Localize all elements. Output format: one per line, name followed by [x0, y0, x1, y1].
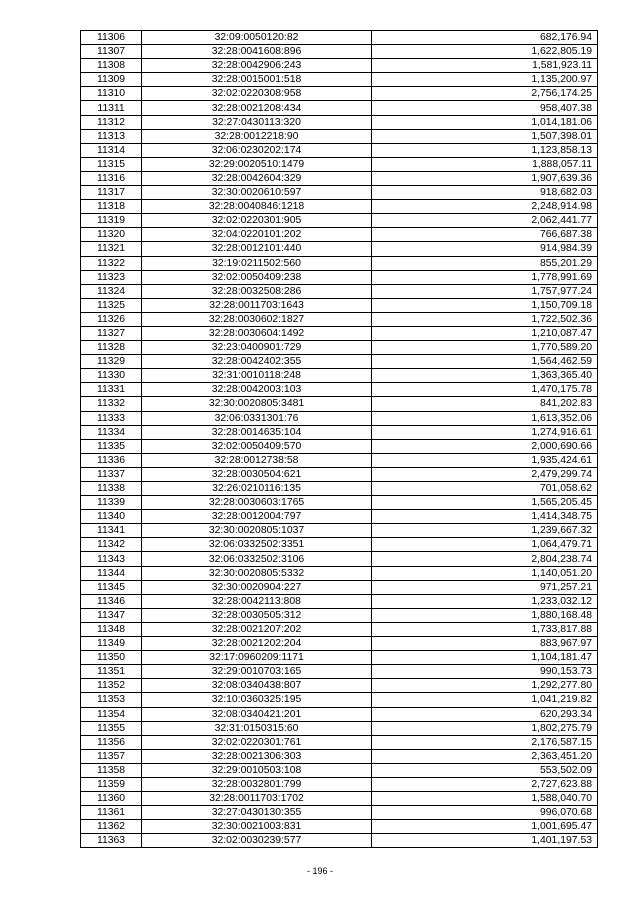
row-number-cell: 11351 [81, 665, 142, 679]
value-cell: 1,123,858.13 [372, 143, 598, 157]
table-row [81, 806, 598, 820]
row-number-cell: 11352 [81, 679, 142, 693]
row-number-cell: 11356 [81, 735, 142, 749]
row-number-cell: 11345 [81, 580, 142, 594]
cadastral-number-cell: 32:10:0360325:195 [142, 693, 372, 707]
row-number-cell: 11339 [81, 496, 142, 510]
row-number-cell: 11347 [81, 608, 142, 622]
cadastral-number-cell: 32:28:0042604:329 [142, 171, 372, 185]
row-number-cell: 11332 [81, 397, 142, 411]
table-body [81, 31, 598, 848]
table-row [81, 200, 598, 214]
table-row [81, 171, 598, 185]
value-cell: 620,293.34 [372, 707, 598, 721]
value-cell: 883,967.97 [372, 637, 598, 651]
value-cell: 1,363,365.40 [372, 369, 598, 383]
row-number-cell: 11363 [81, 834, 142, 848]
page-number: - 196 - [306, 866, 333, 876]
table-row [81, 496, 598, 510]
value-cell: 1,104,181.47 [372, 651, 598, 665]
cadastral-number-cell: 32:28:0012004:797 [142, 510, 372, 524]
cadastral-number-cell: 32:02:0220308:958 [142, 87, 372, 101]
row-number-cell: 11353 [81, 693, 142, 707]
table-row [81, 637, 598, 651]
value-cell: 990,153.73 [372, 665, 598, 679]
cadastral-number-cell: 32:04:0220101:202 [142, 228, 372, 242]
table-row [81, 242, 598, 256]
table-row [81, 679, 598, 693]
table-row [81, 326, 598, 340]
row-number-cell: 11342 [81, 538, 142, 552]
cadastral-number-cell: 32:30:0020805:3481 [142, 397, 372, 411]
cadastral-number-cell: 32:28:0015001:518 [142, 73, 372, 87]
row-number-cell: 11308 [81, 59, 142, 73]
row-number-cell: 11358 [81, 763, 142, 777]
table-row [81, 87, 598, 101]
cadastral-number-cell: 32:28:0030604:1492 [142, 326, 372, 340]
row-number-cell: 11334 [81, 425, 142, 439]
cadastral-number-cell: 32:06:0331301:76 [142, 411, 372, 425]
row-number-cell: 11350 [81, 651, 142, 665]
row-number-cell: 11349 [81, 637, 142, 651]
table-row [81, 834, 598, 848]
row-number-cell: 11306 [81, 31, 142, 45]
value-cell: 996,070.68 [372, 806, 598, 820]
cadastral-number-cell: 32:26:0210116:135 [142, 482, 372, 496]
table-row [81, 341, 598, 355]
table-row [81, 482, 598, 496]
value-cell: 1,935,424.61 [372, 453, 598, 467]
value-cell: 1,210,087.47 [372, 326, 598, 340]
value-cell: 1,581,923.11 [372, 59, 598, 73]
row-number-cell: 11333 [81, 411, 142, 425]
value-cell: 1,135,200.97 [372, 73, 598, 87]
value-cell: 1,064,479.71 [372, 538, 598, 552]
row-number-cell: 11343 [81, 552, 142, 566]
table-row [81, 411, 598, 425]
row-number-cell: 11338 [81, 482, 142, 496]
cadastral-number-cell: 32:29:0010703:165 [142, 665, 372, 679]
table-row [81, 369, 598, 383]
value-cell: 1,239,667.32 [372, 524, 598, 538]
value-cell: 553,502.09 [372, 763, 598, 777]
cadastral-number-cell: 32:28:0030504:621 [142, 467, 372, 481]
table-row [81, 115, 598, 129]
row-number-cell: 11320 [81, 228, 142, 242]
row-number-cell: 11335 [81, 439, 142, 453]
row-number-cell: 11312 [81, 115, 142, 129]
row-number-cell: 11327 [81, 326, 142, 340]
row-number-cell: 11340 [81, 510, 142, 524]
table-row [81, 298, 598, 312]
row-number-cell: 11357 [81, 749, 142, 763]
value-cell: 766,687.38 [372, 228, 598, 242]
table-row [81, 763, 598, 777]
value-cell: 1,401,197.53 [372, 834, 598, 848]
table-row [81, 214, 598, 228]
value-cell: 1,150,709.18 [372, 298, 598, 312]
value-cell: 918,682.03 [372, 186, 598, 200]
cadastral-number-cell: 32:30:0020610:597 [142, 186, 372, 200]
value-cell: 841,202.83 [372, 397, 598, 411]
table-row [81, 453, 598, 467]
table-row [81, 651, 598, 665]
value-cell: 1,140,051.20 [372, 566, 598, 580]
row-number-cell: 11359 [81, 777, 142, 791]
cadastral-number-cell: 32:06:0332502:3106 [142, 552, 372, 566]
value-cell: 2,062,441.77 [372, 214, 598, 228]
row-number-cell: 11360 [81, 792, 142, 806]
table-row [81, 439, 598, 453]
table-row [81, 749, 598, 763]
row-number-cell: 11321 [81, 242, 142, 256]
value-cell: 1,274,916.61 [372, 425, 598, 439]
value-cell: 2,756,174.25 [372, 87, 598, 101]
cadastral-number-cell: 32:28:0042906:243 [142, 59, 372, 73]
cadastral-number-cell: 32:08:0340421:201 [142, 707, 372, 721]
value-cell: 701,058.62 [372, 482, 598, 496]
value-cell: 1,613,352.06 [372, 411, 598, 425]
table-row [81, 101, 598, 115]
cadastral-number-cell: 32:08:0340438:807 [142, 679, 372, 693]
row-number-cell: 11311 [81, 101, 142, 115]
table-row [81, 31, 598, 45]
row-number-cell: 11348 [81, 622, 142, 636]
cadastral-number-cell: 32:28:0012738:58 [142, 453, 372, 467]
cadastral-number-cell: 32:06:0230202:174 [142, 143, 372, 157]
value-cell: 1,565,205.45 [372, 496, 598, 510]
value-cell: 855,201.29 [372, 256, 598, 270]
row-number-cell: 11354 [81, 707, 142, 721]
value-cell: 1,907,639.36 [372, 171, 598, 185]
row-number-cell: 11362 [81, 820, 142, 834]
cadastral-number-cell: 32:28:0011703:1702 [142, 792, 372, 806]
table-row [81, 270, 598, 284]
cadastral-number-cell: 32:28:0040846:1218 [142, 200, 372, 214]
cadastral-number-cell: 32:06:0332502:3351 [142, 538, 372, 552]
cadastral-number-cell: 32:28:0021306:303 [142, 749, 372, 763]
value-cell: 971,257.21 [372, 580, 598, 594]
row-number-cell: 11323 [81, 270, 142, 284]
value-cell: 2,000,690.66 [372, 439, 598, 453]
cadastral-number-cell: 32:30:0020904:227 [142, 580, 372, 594]
table-row [81, 397, 598, 411]
table-row [81, 820, 598, 834]
value-cell: 2,479,299.74 [372, 467, 598, 481]
row-number-cell: 11307 [81, 45, 142, 59]
table-row [81, 425, 598, 439]
row-number-cell: 11326 [81, 312, 142, 326]
cadastral-number-cell: 32:02:0050409:238 [142, 270, 372, 284]
table-row [81, 665, 598, 679]
cadastral-number-cell: 32:29:0010503:108 [142, 763, 372, 777]
row-number-cell: 11315 [81, 157, 142, 171]
table-row [81, 467, 598, 481]
value-cell: 1,880,168.48 [372, 608, 598, 622]
cadastral-number-cell: 32:02:0220301:761 [142, 735, 372, 749]
cadastral-number-cell: 32:30:0020805:5332 [142, 566, 372, 580]
cadastral-number-cell: 32:28:0011703:1643 [142, 298, 372, 312]
value-cell: 2,363,451.20 [372, 749, 598, 763]
cadastral-number-cell: 32:17:0960209:1171 [142, 651, 372, 665]
value-cell: 1,802,275.79 [372, 721, 598, 735]
cadastral-number-cell: 32:27:0430130:355 [142, 806, 372, 820]
table-row [81, 693, 598, 707]
cadastral-number-cell: 32:09:0050120:82 [142, 31, 372, 45]
table-row [81, 284, 598, 298]
value-cell: 2,727,623.88 [372, 777, 598, 791]
row-number-cell: 11346 [81, 594, 142, 608]
value-cell: 1,757,977.24 [372, 284, 598, 298]
value-cell: 1,722,502.36 [372, 312, 598, 326]
row-number-cell: 11324 [81, 284, 142, 298]
table-row [81, 707, 598, 721]
value-cell: 1,233,032.12 [372, 594, 598, 608]
table-row [81, 594, 598, 608]
row-number-cell: 11337 [81, 467, 142, 481]
value-cell: 1,292,277.80 [372, 679, 598, 693]
table-row [81, 608, 598, 622]
row-number-cell: 11319 [81, 214, 142, 228]
row-number-cell: 11318 [81, 200, 142, 214]
cadastral-number-cell: 32:27:0430113:320 [142, 115, 372, 129]
table-row [81, 256, 598, 270]
table-row [81, 59, 598, 73]
table-row [81, 228, 598, 242]
row-number-cell: 11355 [81, 721, 142, 735]
table-row [81, 580, 598, 594]
value-cell: 2,176,587.15 [372, 735, 598, 749]
cadastral-number-cell: 32:28:0032801:799 [142, 777, 372, 791]
row-number-cell: 11322 [81, 256, 142, 270]
table-row [81, 143, 598, 157]
value-cell: 958,407.38 [372, 101, 598, 115]
row-number-cell: 11317 [81, 186, 142, 200]
row-number-cell: 11313 [81, 129, 142, 143]
value-cell: 1,733,817.88 [372, 622, 598, 636]
table-row [81, 622, 598, 636]
row-number-cell: 11328 [81, 341, 142, 355]
table-row [81, 552, 598, 566]
value-cell: 1,778,991.69 [372, 270, 598, 284]
row-number-cell: 11310 [81, 87, 142, 101]
value-cell: 1,770,589.20 [372, 341, 598, 355]
value-cell: 1,588,040.70 [372, 792, 598, 806]
table-row [81, 566, 598, 580]
table-row [81, 129, 598, 143]
cadastral-number-cell: 32:28:0042003:103 [142, 383, 372, 397]
table-row [81, 157, 598, 171]
cadastral-number-cell: 32:31:0150315:60 [142, 721, 372, 735]
cadastral-number-cell: 32:19:0211502:560 [142, 256, 372, 270]
cadastral-number-cell: 32:28:0021207:202 [142, 622, 372, 636]
value-cell: 1,414,348.75 [372, 510, 598, 524]
table-row [81, 355, 598, 369]
cadastral-number-cell: 32:28:0030603:1765 [142, 496, 372, 510]
row-number-cell: 11336 [81, 453, 142, 467]
value-cell: 1,470,175.78 [372, 383, 598, 397]
value-cell: 914,984.39 [372, 242, 598, 256]
cadastral-number-cell: 32:02:0050409:570 [142, 439, 372, 453]
cadastral-number-cell: 32:28:0030505:312 [142, 608, 372, 622]
row-number-cell: 11344 [81, 566, 142, 580]
row-number-cell: 11330 [81, 369, 142, 383]
cadastral-number-cell: 32:28:0021208:434 [142, 101, 372, 115]
cadastral-number-cell: 32:23:0400901:729 [142, 341, 372, 355]
table-row [81, 312, 598, 326]
cadastral-number-cell: 32:30:0020805:1037 [142, 524, 372, 538]
row-number-cell: 11316 [81, 171, 142, 185]
value-cell: 1,888,057.11 [372, 157, 598, 171]
cadastral-number-cell: 32:02:0030239:577 [142, 834, 372, 848]
row-number-cell: 11314 [81, 143, 142, 157]
value-cell: 682,176.94 [372, 31, 598, 45]
cadastral-number-cell: 32:28:0042113:808 [142, 594, 372, 608]
table-row [81, 524, 598, 538]
row-number-cell: 11325 [81, 298, 142, 312]
row-number-cell: 11341 [81, 524, 142, 538]
cadastral-number-cell: 32:30:0021003:831 [142, 820, 372, 834]
cadastral-number-cell: 32:28:0014635:104 [142, 425, 372, 439]
value-cell: 1,622,805.19 [372, 45, 598, 59]
table-row [81, 538, 598, 552]
cadastral-number-cell: 32:28:0042402:355 [142, 355, 372, 369]
cadastral-number-cell: 32:28:0041608:896 [142, 45, 372, 59]
table-row [81, 186, 598, 200]
row-number-cell: 11309 [81, 73, 142, 87]
cadastral-number-cell: 32:28:0021202:204 [142, 637, 372, 651]
value-cell: 1,001,695.47 [372, 820, 598, 834]
value-cell: 2,804,238.74 [372, 552, 598, 566]
data-table [80, 30, 598, 848]
table-row [81, 510, 598, 524]
value-cell: 1,507,398.01 [372, 129, 598, 143]
table-row [81, 792, 598, 806]
cadastral-number-cell: 32:28:0032508:286 [142, 284, 372, 298]
row-number-cell: 11329 [81, 355, 142, 369]
table-row [81, 735, 598, 749]
value-cell: 2,248,914.98 [372, 200, 598, 214]
cadastral-number-cell: 32:02:0220301:905 [142, 214, 372, 228]
table-row [81, 721, 598, 735]
table-row [81, 73, 598, 87]
table-row [81, 45, 598, 59]
row-number-cell: 11361 [81, 806, 142, 820]
value-cell: 1,014,181.06 [372, 115, 598, 129]
cadastral-number-cell: 32:28:0012218:90 [142, 129, 372, 143]
table-row [81, 777, 598, 791]
cadastral-number-cell: 32:28:0012101:440 [142, 242, 372, 256]
cadastral-number-cell: 32:31:0010118:248 [142, 369, 372, 383]
cadastral-number-cell: 32:28:0030602:1827 [142, 312, 372, 326]
table-row [81, 383, 598, 397]
value-cell: 1,564,462.59 [372, 355, 598, 369]
row-number-cell: 11331 [81, 383, 142, 397]
value-cell: 1,041,219.82 [372, 693, 598, 707]
cadastral-number-cell: 32:29:0020510:1479 [142, 157, 372, 171]
